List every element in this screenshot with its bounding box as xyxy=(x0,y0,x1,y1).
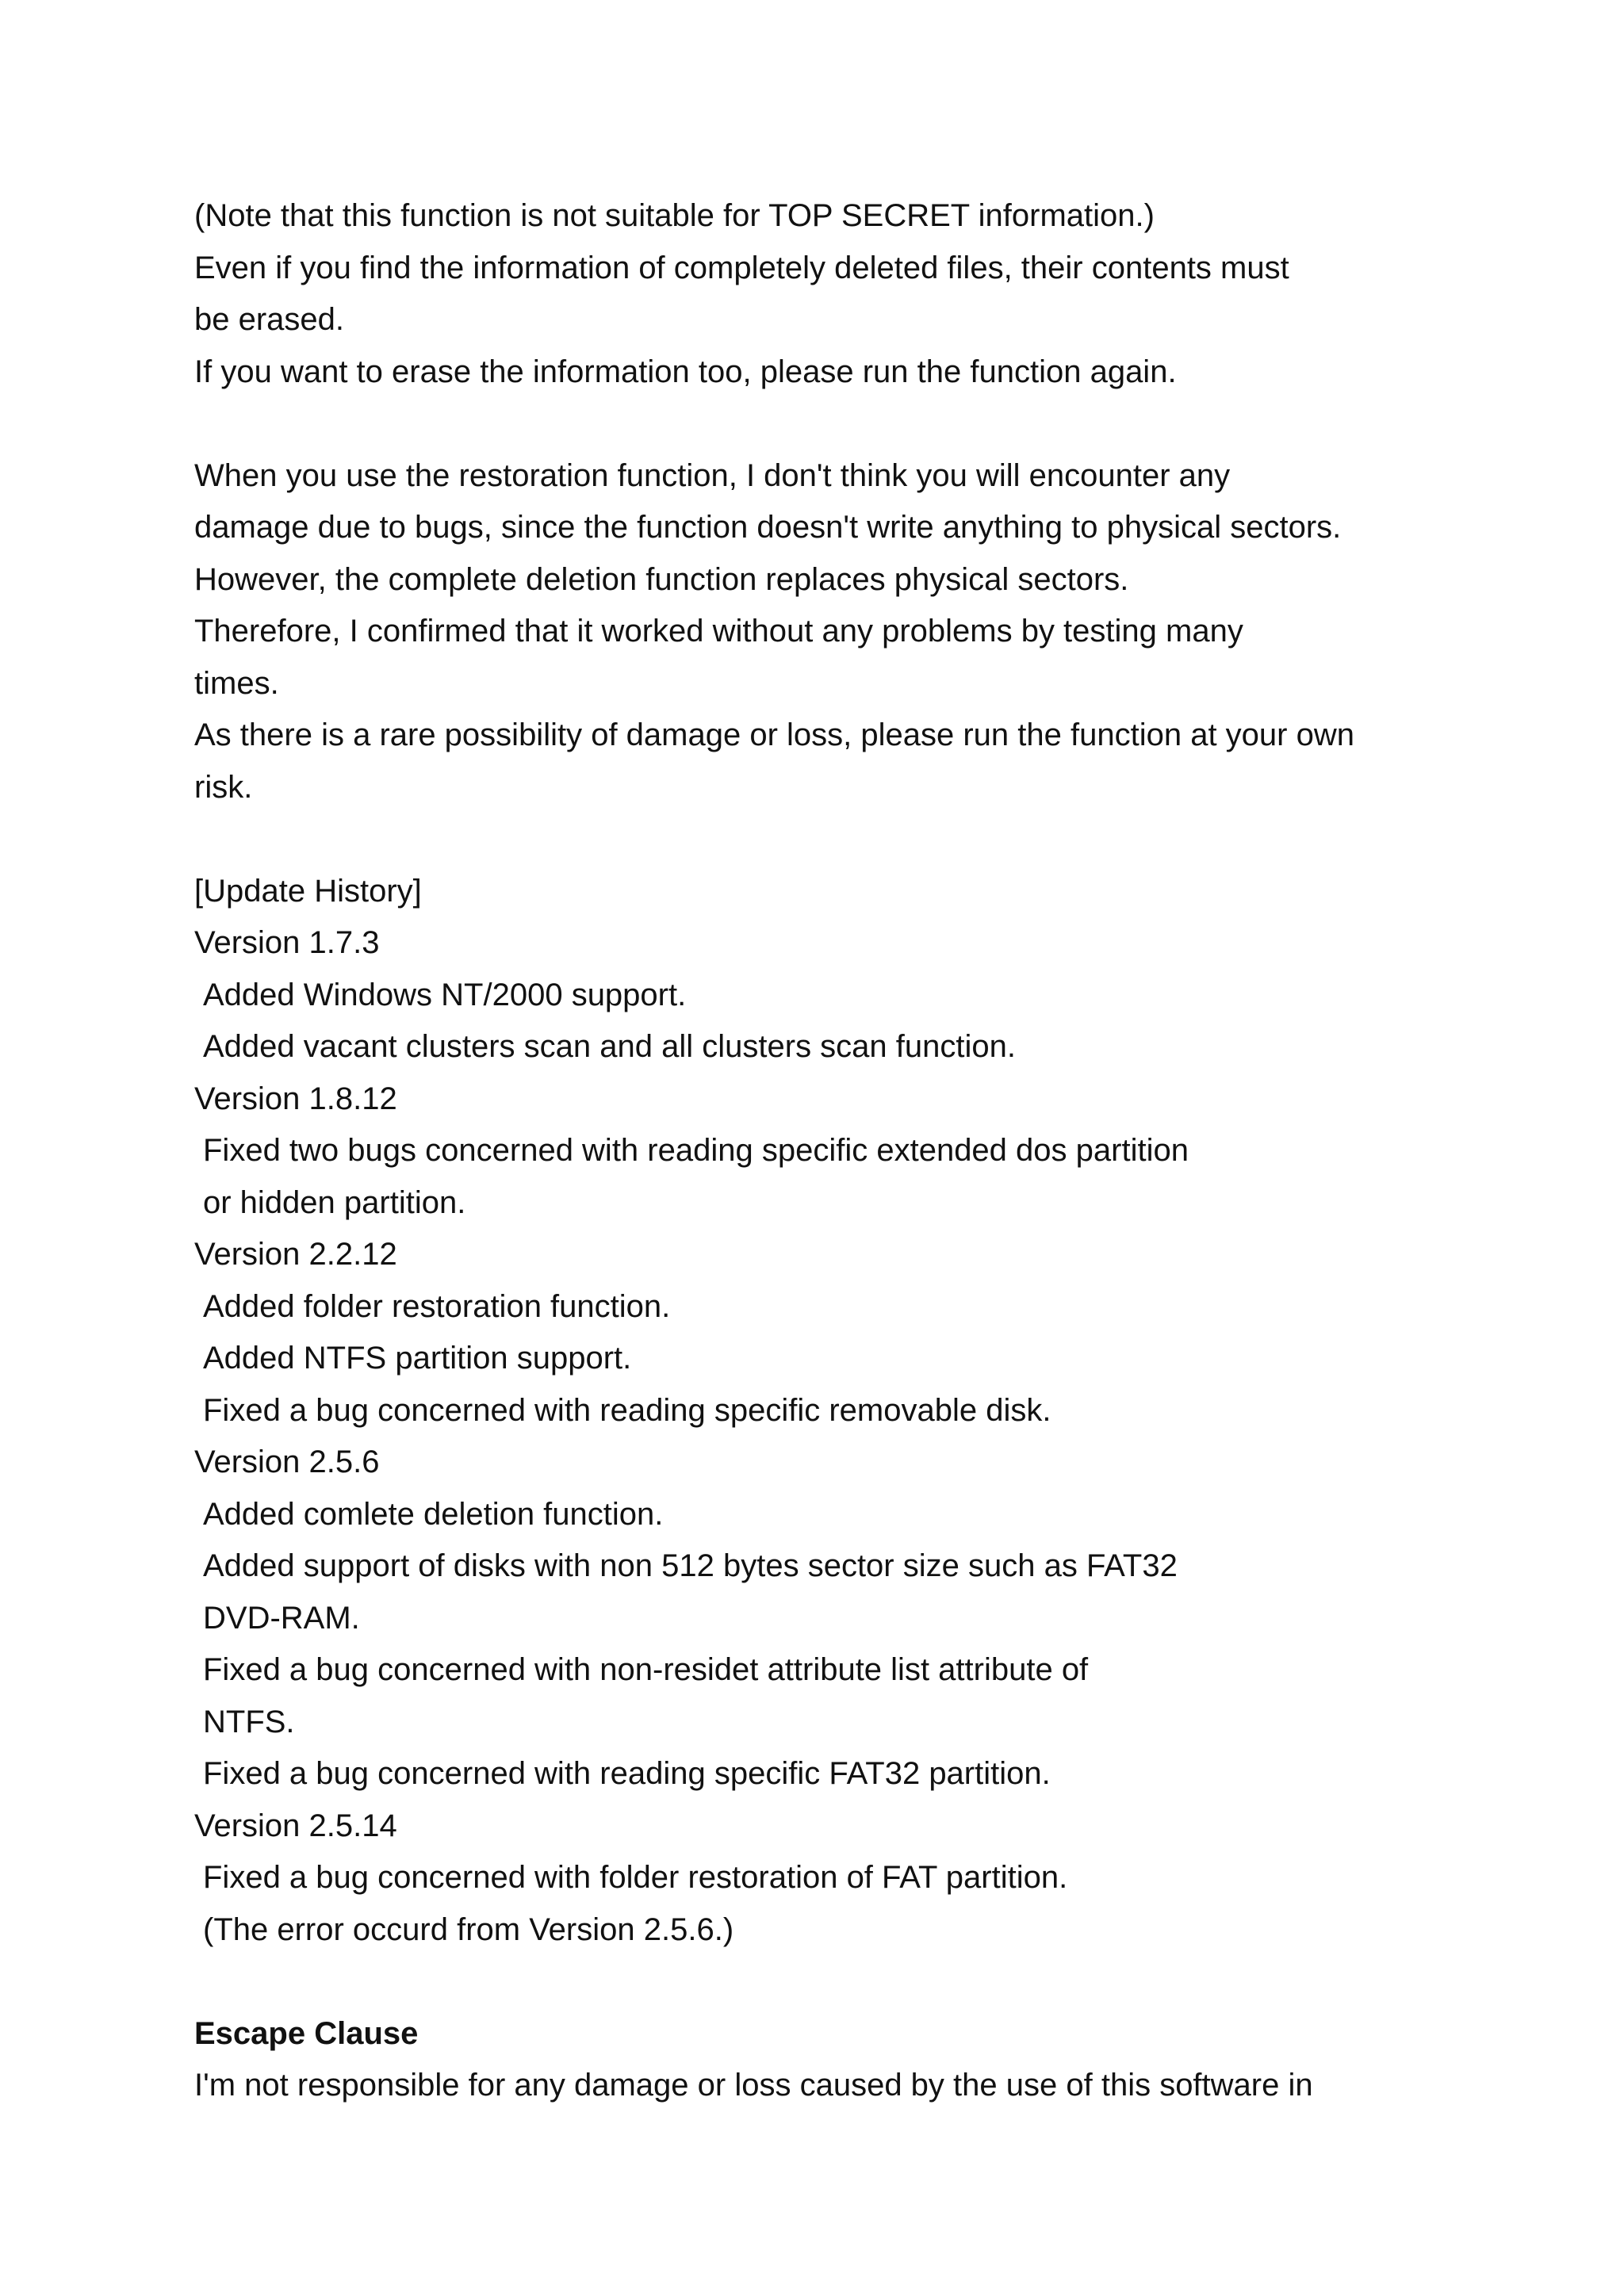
version-label: Version 1.7.3 xyxy=(194,925,380,960)
escape-clause-section xyxy=(194,2008,1495,2112)
paragraph-spacer xyxy=(194,398,1495,450)
text-line: times. xyxy=(194,665,279,701)
version-label: Version 1.8.12 xyxy=(194,1081,397,1116)
version-change: or hidden partition. xyxy=(203,1184,466,1220)
version-entry xyxy=(194,1229,1495,1437)
note-paragraph xyxy=(194,190,1495,398)
text-line: When you use the restoration function, I don't think you will encounter any xyxy=(194,457,1231,493)
version-change: Added support of disks with non 512 bytes sector size such as FAT32 xyxy=(203,1548,1178,1583)
version-change: Fixed a bug concerned with reading specific removable disk. xyxy=(203,1392,1051,1428)
version-change: Added folder restoration function. xyxy=(203,1288,671,1324)
version-change: Fixed a bug concerned with reading specific FAT32 partition. xyxy=(203,1756,1051,1791)
version-entry xyxy=(194,917,1495,1073)
version-change: Fixed a bug concerned with non-residet attribute list attribute of xyxy=(203,1652,1089,1687)
version-change: Fixed two bugs concerned with reading specific extended dos partition xyxy=(203,1133,1189,1168)
risk-paragraph xyxy=(194,450,1495,814)
version-change: DVD-RAM. xyxy=(203,1600,360,1636)
text-line: be erased. xyxy=(194,302,345,337)
text-line: However, the complete deletion function replaces physical sectors. xyxy=(194,561,1129,597)
text-line: As there is a rare possibility of damage or loss, please run the function at your own xyxy=(194,718,1354,752)
update-history-title: [Update History] xyxy=(194,873,422,909)
escape-clause-heading: Escape Clause xyxy=(194,2015,419,2051)
update-history-section xyxy=(194,866,1495,1957)
text-line: Therefore, I confirmed that it worked without any problems by testing many xyxy=(194,614,1243,649)
text-line: If you want to erase the information too, please run the function again. xyxy=(194,354,1177,389)
version-change: Fixed a bug concerned with folder restoration of FAT partition. xyxy=(203,1860,1068,1895)
version-label: Version 2.2.12 xyxy=(194,1237,397,1272)
version-change: Added vacant clusters scan and all clusters scan function. xyxy=(203,1029,1016,1064)
version-entry xyxy=(194,1800,1495,1957)
text-line: Even if you find the information of completely deleted files, their contents must xyxy=(194,250,1289,285)
text-line: risk. xyxy=(194,769,253,805)
version-change: (The error occurd from Version 2.5.6.) xyxy=(203,1911,734,1947)
text-line: damage due to bugs, since the function doesn't write anything to physical sectors. xyxy=(194,510,1342,545)
version-label: Version 2.5.6 xyxy=(194,1445,380,1479)
document-body xyxy=(194,190,1495,2112)
paragraph-spacer xyxy=(194,813,1495,866)
text-line: (Note that this function is not suitable for TOP SECRET information.) xyxy=(194,198,1155,233)
version-entry xyxy=(194,1437,1495,1800)
version-entry xyxy=(194,1073,1495,1230)
version-change: Added Windows NT/2000 support. xyxy=(203,977,687,1012)
version-change: Added comlete deletion function. xyxy=(203,1496,664,1532)
version-change: Added NTFS partition support. xyxy=(203,1341,632,1376)
paragraph-spacer xyxy=(194,1956,1495,2008)
version-change: NTFS. xyxy=(203,1704,295,1739)
text-line: I'm not responsible for any damage or loss caused by the use of this software in xyxy=(194,2068,1313,2103)
version-label: Version 2.5.14 xyxy=(194,1808,397,1843)
